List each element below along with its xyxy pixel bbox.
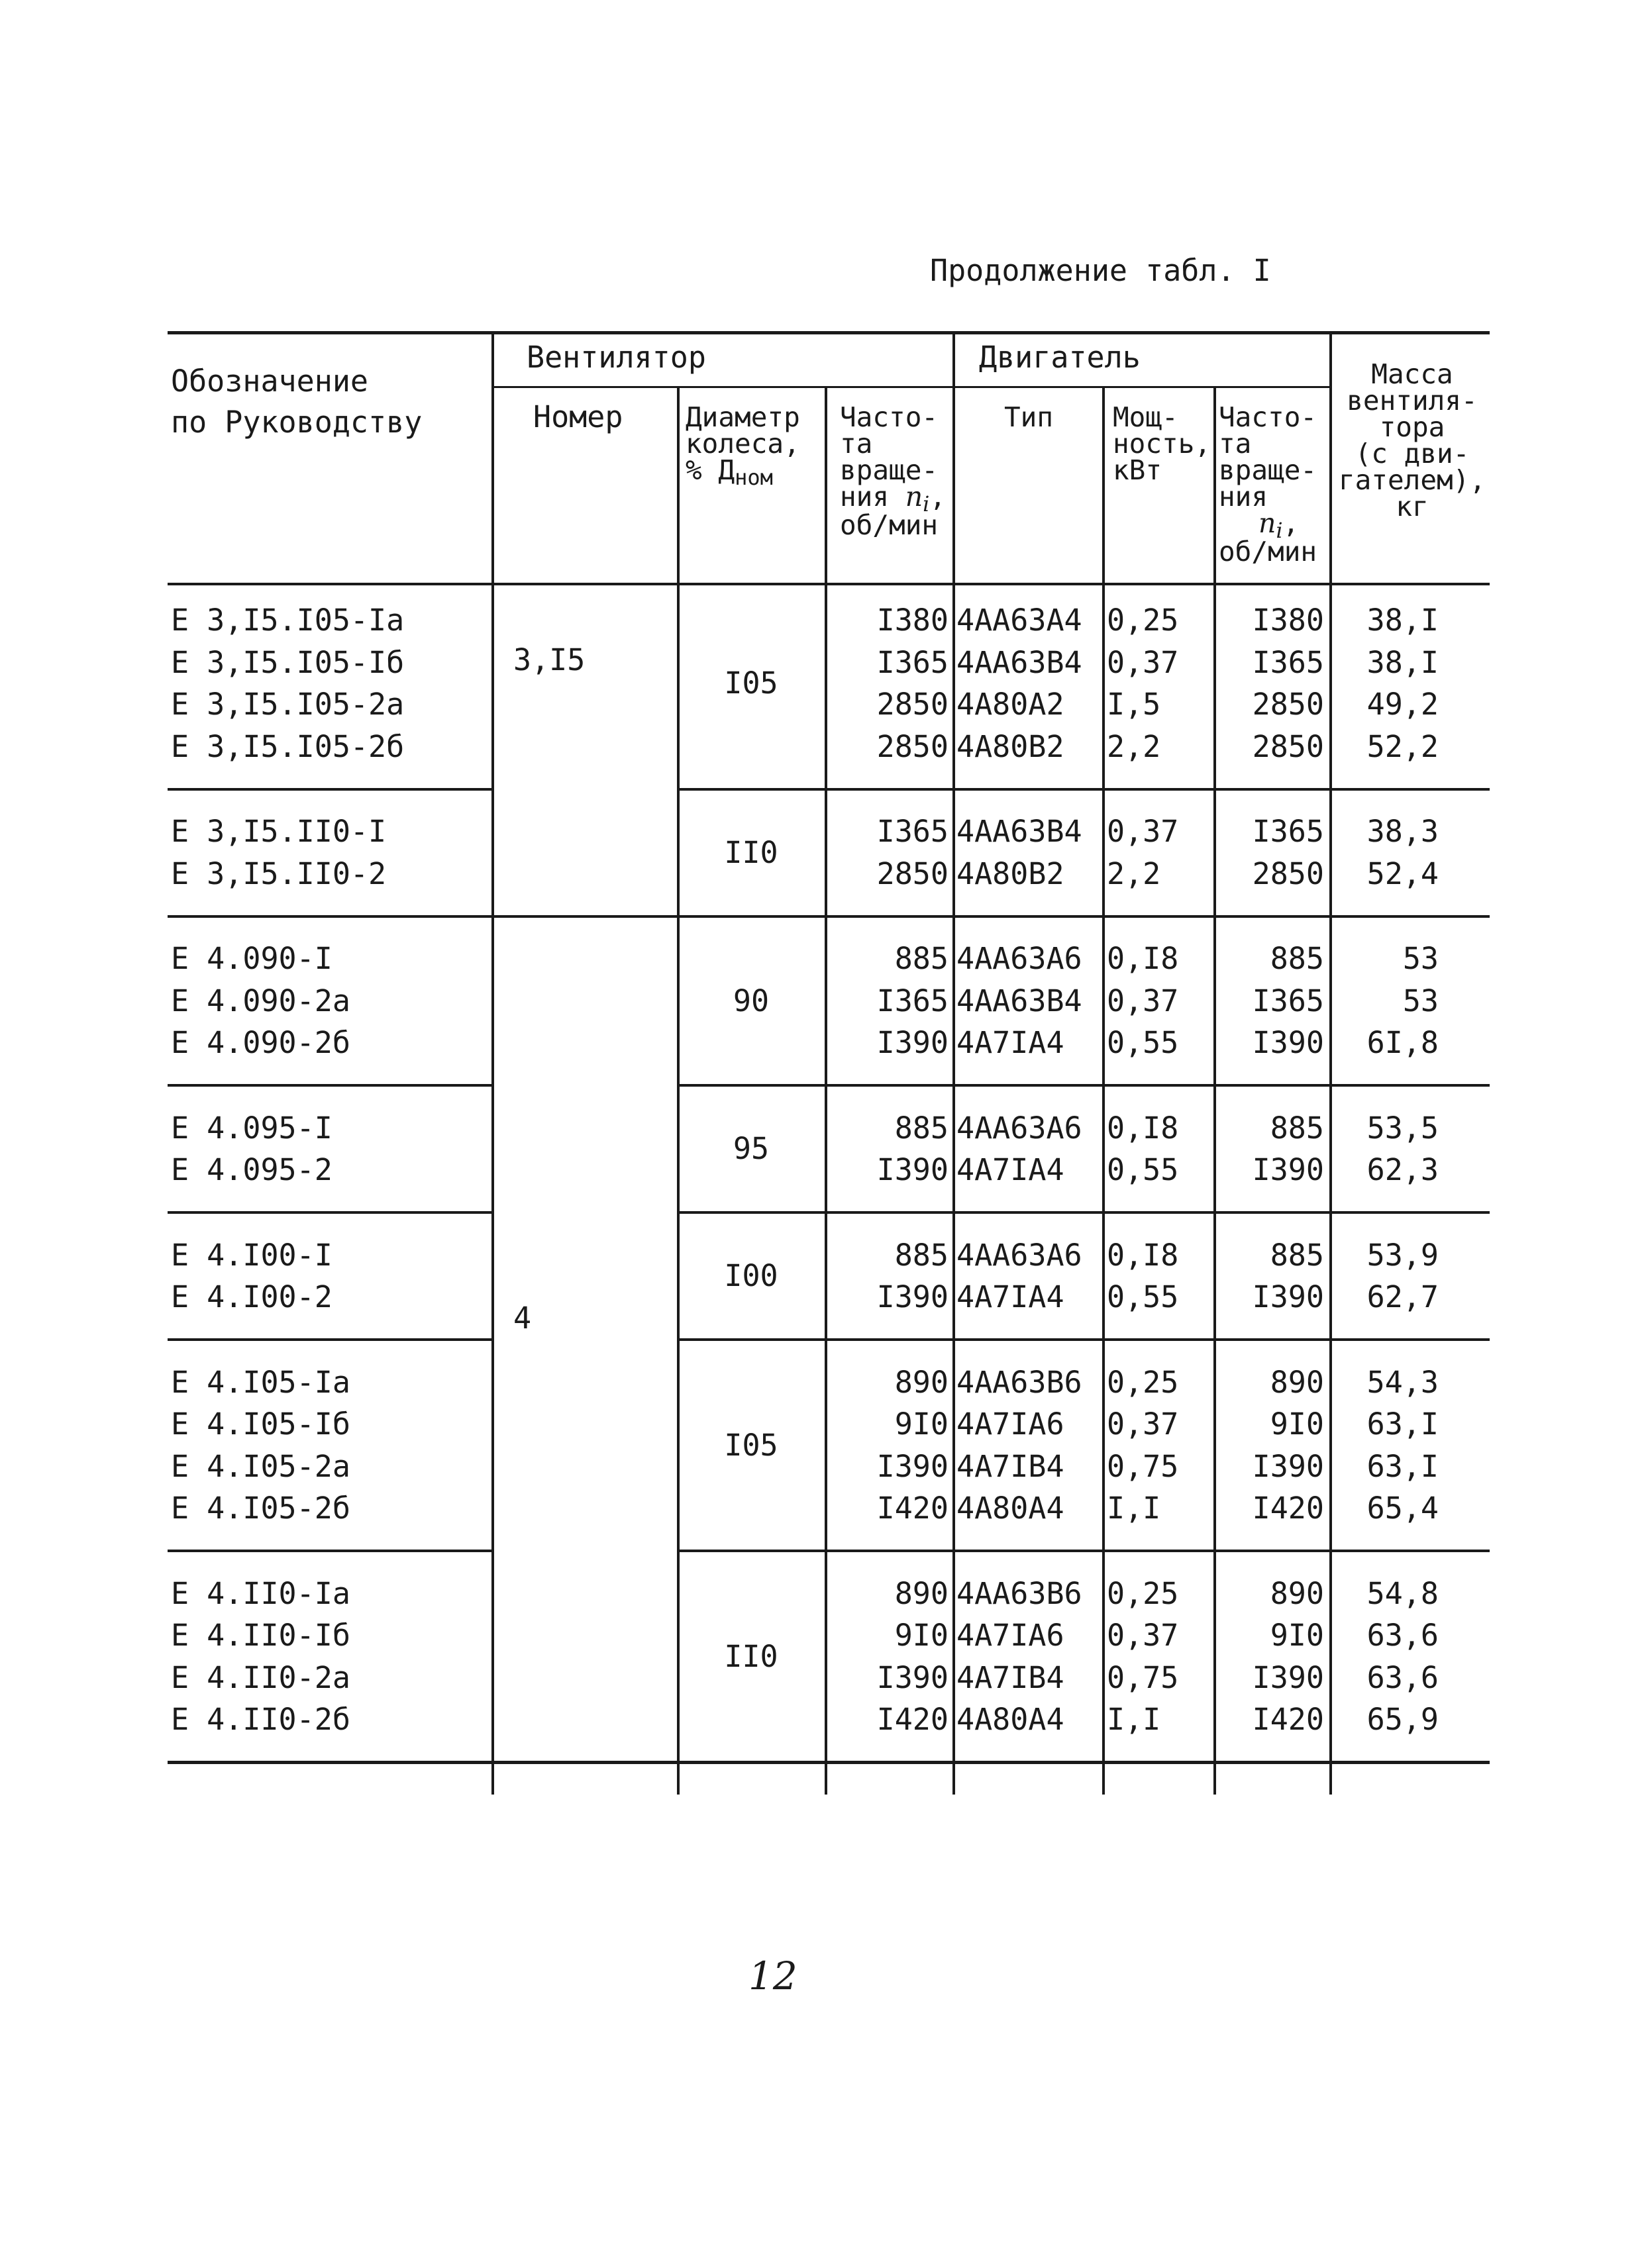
cell-power: 0,55	[1107, 1152, 1179, 1187]
cell-motor-type: 4А7IА6	[956, 1618, 1064, 1653]
cell-designation: Е 4.095-2	[171, 1152, 333, 1187]
cell-designation: Е 4.090-2а	[171, 983, 350, 1018]
cell-diameter: II0	[724, 834, 778, 870]
cell-designation: Е 4.II0-Iа	[171, 1575, 350, 1611]
header-motor-power-line: Мощ-	[1113, 401, 1178, 433]
cell-diameter: 95	[733, 1131, 770, 1167]
header-fan-speed	[840, 401, 947, 541]
cell-designation: Е 4.095-I	[171, 1110, 333, 1146]
header-mass-line: вентиля-	[1347, 385, 1478, 417]
cell-motor-speed: I380	[1252, 603, 1324, 638]
cell-motor-speed: 890	[1270, 1575, 1324, 1611]
header-fan-speed-line: ния ni,	[840, 481, 947, 517]
table-bottom-rule	[168, 1761, 1490, 1764]
cell-motor-speed: 9I0	[1270, 1406, 1324, 1442]
cell-mass: 53	[1402, 941, 1439, 976]
cell-motor-speed: I390	[1252, 1448, 1324, 1484]
header-designation-line: по Руководству	[171, 405, 423, 440]
header-mass-line: тора	[1379, 411, 1445, 443]
table-top-rule	[168, 331, 1490, 334]
subgroup-separator-rule	[677, 1338, 1490, 1341]
subgroup-separator-rule	[168, 1084, 491, 1087]
cell-motor-type: 4А80А4	[956, 1702, 1064, 1737]
cell-fan-speed: I390	[876, 1152, 949, 1187]
cell-power: 0,25	[1107, 1364, 1179, 1400]
cell-motor-type: 4АА63А4	[956, 603, 1082, 638]
cell-fan-speed: 9I0	[894, 1618, 949, 1653]
subgroup-separator-rule	[168, 1550, 491, 1552]
header-fan-diameter-unit: % Дном	[686, 454, 773, 490]
cell-fan-speed: I420	[876, 1491, 949, 1526]
header-mass-line: (с дви-	[1355, 438, 1470, 469]
header-fan-speed-line: та	[840, 428, 873, 460]
cell-mass: 54,8	[1366, 1575, 1439, 1611]
cell-motor-type: 4АА63В4	[956, 644, 1082, 680]
cell-fan-speed: 890	[894, 1364, 949, 1400]
header-motor-speed-line: враще-	[1219, 454, 1317, 486]
cell-fan-number: 4	[513, 1300, 532, 1336]
header-motor-speed-symbol: ni,	[1258, 507, 1300, 543]
cell-fan-speed: 885	[894, 941, 949, 976]
cell-motor-type: 4А7IА4	[956, 1152, 1064, 1187]
header-motor-power-line: кВт	[1113, 454, 1162, 486]
cell-power: 0,75	[1107, 1659, 1179, 1695]
cell-motor-speed: I390	[1252, 1152, 1324, 1187]
cell-motor-type: 4А80В2	[956, 856, 1064, 891]
cell-motor-speed: 2850	[1252, 728, 1324, 764]
cell-designation: Е 4.II0-Iб	[171, 1618, 350, 1653]
cell-fan-speed: I390	[876, 1448, 949, 1484]
col-divider-number	[677, 386, 680, 1795]
cell-mass: 38,3	[1366, 814, 1439, 849]
cell-mass: 38,I	[1366, 603, 1439, 638]
header-motor-speed-line: ния	[1219, 481, 1268, 513]
cell-power: 0,37	[1107, 1406, 1179, 1442]
header-subrule	[493, 386, 1332, 388]
header-fan-speed-unit: об/мин	[840, 509, 939, 541]
col-divider-diameter	[825, 386, 827, 1795]
cell-mass: 6I,8	[1366, 1025, 1439, 1060]
cell-designation: Е 4.090-I	[171, 941, 333, 976]
subgroup-separator-rule	[168, 788, 491, 791]
cell-power: I,I	[1107, 1491, 1161, 1526]
cell-motor-type: 4А80А4	[956, 1491, 1064, 1526]
cell-motor-speed: 9I0	[1270, 1618, 1324, 1653]
cell-power: 0,75	[1107, 1448, 1179, 1484]
cell-designation: Е 4.090-2б	[171, 1025, 350, 1060]
cell-power: 0,55	[1107, 1025, 1179, 1060]
col-divider-type	[1102, 386, 1105, 1795]
cell-designation: Е 3,I5.II0-2	[171, 856, 387, 891]
cell-diameter: I05	[724, 1427, 778, 1463]
cell-fan-speed: I390	[876, 1025, 949, 1060]
cell-designation: Е 4.I05-Iб	[171, 1406, 350, 1442]
header-fan-diameter-line: Диаметр	[686, 401, 800, 433]
cell-motor-speed: I365	[1252, 983, 1324, 1018]
cell-diameter: 90	[733, 983, 770, 1018]
header-fan-speed-line: Часто-	[840, 401, 939, 433]
cell-motor-type: 4АА63А6	[956, 1110, 1082, 1146]
header-fan-number: Номер	[533, 399, 623, 434]
cell-mass: 65,4	[1366, 1491, 1439, 1526]
cell-motor-speed: 2850	[1252, 856, 1324, 891]
cell-mass: 54,3	[1366, 1364, 1439, 1400]
header-motor-speed-line: та	[1219, 428, 1252, 460]
cell-fan-speed: 2850	[876, 728, 949, 764]
cell-motor-type: 4А7IА4	[956, 1025, 1064, 1060]
header-fan-speed-line: враще-	[840, 454, 939, 486]
cell-power: 0,37	[1107, 644, 1179, 680]
cell-designation: Е 4.I05-2а	[171, 1448, 350, 1484]
cell-fan-number: 3,I5	[513, 642, 586, 677]
cell-fan-speed: I365	[876, 814, 949, 849]
cell-motor-speed: 890	[1270, 1364, 1324, 1400]
cell-power: 0,I8	[1107, 1110, 1179, 1146]
cell-motor-type: 4АА63В6	[956, 1575, 1082, 1611]
col-divider-mass	[1329, 331, 1332, 1795]
cell-motor-type: 4АА63В4	[956, 983, 1082, 1018]
cell-motor-type: 4А7IВ4	[956, 1659, 1064, 1695]
col-divider-designation	[491, 331, 494, 1795]
subgroup-separator-rule	[168, 1211, 491, 1214]
cell-power: 2,2	[1107, 728, 1161, 764]
cell-fan-speed: I365	[876, 644, 949, 680]
cell-motor-type: 4А7IВ4	[956, 1448, 1064, 1484]
cell-motor-speed: I420	[1252, 1702, 1324, 1737]
cell-power: 0,25	[1107, 1575, 1179, 1611]
cell-power: 0,I8	[1107, 941, 1179, 976]
cell-motor-speed: 885	[1270, 1237, 1324, 1273]
cell-motor-speed: I390	[1252, 1659, 1324, 1695]
cell-motor-speed: I420	[1252, 1491, 1324, 1526]
cell-motor-speed: I390	[1252, 1025, 1324, 1060]
cell-designation: Е 4.I00-2	[171, 1279, 333, 1314]
cell-power: 0,37	[1107, 1618, 1179, 1653]
cell-motor-speed: I365	[1252, 814, 1324, 849]
header-motor: Двигатель	[979, 340, 1141, 375]
cell-designation: Е 3,I5.I05-2а	[171, 687, 405, 722]
subgroup-separator-rule	[677, 1550, 1490, 1552]
cell-power: 0,55	[1107, 1279, 1179, 1314]
col-divider-motor	[952, 331, 955, 1795]
cell-power: I,I	[1107, 1702, 1161, 1737]
header-motor-speed	[1219, 401, 1317, 567]
cell-mass: 52,2	[1366, 728, 1439, 764]
cell-mass: 49,2	[1366, 687, 1439, 722]
cell-mass: 53	[1402, 983, 1439, 1018]
subgroup-separator-rule	[677, 788, 1490, 791]
cell-motor-type: 4АА63А6	[956, 941, 1082, 976]
cell-mass: 63,6	[1366, 1659, 1439, 1695]
header-mass	[1333, 358, 1492, 522]
cell-power: 0,I8	[1107, 1237, 1179, 1273]
subgroup-separator-rule	[677, 1211, 1490, 1214]
cell-fan-speed: 885	[894, 1237, 949, 1273]
cell-motor-speed: I390	[1252, 1279, 1324, 1314]
header-fan: Вентилятор	[527, 340, 706, 375]
header-designation-line: Обозначение	[171, 364, 369, 399]
cell-designation: Е 3,I5.II0-I	[171, 814, 387, 849]
cell-mass: 63,6	[1366, 1618, 1439, 1653]
cell-diameter: I05	[724, 666, 778, 701]
cell-mass: 53,9	[1366, 1237, 1439, 1273]
cell-fan-speed: 885	[894, 1110, 949, 1146]
cell-fan-speed: I390	[876, 1659, 949, 1695]
subgroup-separator-rule	[677, 1084, 1490, 1087]
cell-mass: 63,I	[1366, 1448, 1439, 1484]
cell-fan-speed: I380	[876, 603, 949, 638]
cell-designation: Е 3,I5.I05-Iб	[171, 644, 405, 680]
cell-designation: Е 3,I5.I05-2б	[171, 728, 405, 764]
cell-motor-type: 4А7IА6	[956, 1406, 1064, 1442]
cell-diameter: I00	[724, 1258, 778, 1294]
cell-designation: Е 4.I05-Iа	[171, 1364, 350, 1400]
cell-motor-speed: 885	[1270, 941, 1324, 976]
cell-fan-speed: I390	[876, 1279, 949, 1314]
cell-diameter: II0	[724, 1638, 778, 1674]
cell-motor-speed: 2850	[1252, 687, 1324, 722]
cell-fan-speed: 9I0	[894, 1406, 949, 1442]
header-mass-line: кг	[1396, 491, 1429, 522]
cell-fan-speed: I365	[876, 983, 949, 1018]
cell-motor-type: 4А80В2	[956, 728, 1064, 764]
cell-motor-type: 4АА63В6	[956, 1364, 1082, 1400]
cell-motor-type: 4АА63А6	[956, 1237, 1082, 1273]
header-mass-line: гателем),	[1338, 464, 1486, 496]
header-fan-diameter-line: колеса,	[686, 428, 800, 460]
cell-power: I,5	[1107, 687, 1161, 722]
header-fan-diameter	[686, 401, 800, 490]
subgroup-separator-rule	[168, 1338, 491, 1341]
cell-designation: Е 4.II0-2б	[171, 1702, 350, 1737]
cell-motor-type: 4АА63В4	[956, 814, 1082, 849]
cell-motor-type: 4А80А2	[956, 687, 1064, 722]
cell-designation: Е 4.II0-2а	[171, 1659, 350, 1695]
header-motor-type: Тип	[1003, 401, 1054, 433]
header-bottom-rule	[168, 583, 1490, 585]
cell-motor-speed: I365	[1252, 644, 1324, 680]
cell-power: 2,2	[1107, 856, 1161, 891]
table-caption: Продолжение табл. I	[930, 253, 1271, 288]
cell-fan-speed: 890	[894, 1575, 949, 1611]
cell-designation: Е 4.I00-I	[171, 1237, 333, 1273]
cell-mass: 62,3	[1366, 1152, 1439, 1187]
header-motor-power-line: ность,	[1113, 428, 1211, 460]
page-number: 12	[748, 1953, 797, 1998]
cell-fan-speed: I420	[876, 1702, 949, 1737]
header-motor-speed-unit: об/мин	[1219, 536, 1317, 567]
header-motor-speed-line: Часто-	[1219, 401, 1317, 433]
cell-mass: 53,5	[1366, 1110, 1439, 1146]
cell-designation: Е 3,I5.I05-Iа	[171, 603, 405, 638]
cell-mass: 52,4	[1366, 856, 1439, 891]
header-motor-power	[1113, 401, 1211, 486]
cell-designation: Е 4.I05-2б	[171, 1491, 350, 1526]
group-separator-rule	[168, 915, 1490, 918]
cell-motor-type: 4А7IА4	[956, 1279, 1064, 1314]
cell-fan-speed: 2850	[876, 856, 949, 891]
cell-power: 0,37	[1107, 814, 1179, 849]
cell-mass: 65,9	[1366, 1702, 1439, 1737]
header-designation	[171, 361, 422, 443]
cell-mass: 38,I	[1366, 644, 1439, 680]
header-mass-line: Масса	[1371, 358, 1453, 390]
cell-motor-speed: 885	[1270, 1110, 1324, 1146]
cell-power: 0,37	[1107, 983, 1179, 1018]
cell-mass: 62,7	[1366, 1279, 1439, 1314]
cell-mass: 63,I	[1366, 1406, 1439, 1442]
cell-power: 0,25	[1107, 603, 1179, 638]
cell-fan-speed: 2850	[876, 687, 949, 722]
